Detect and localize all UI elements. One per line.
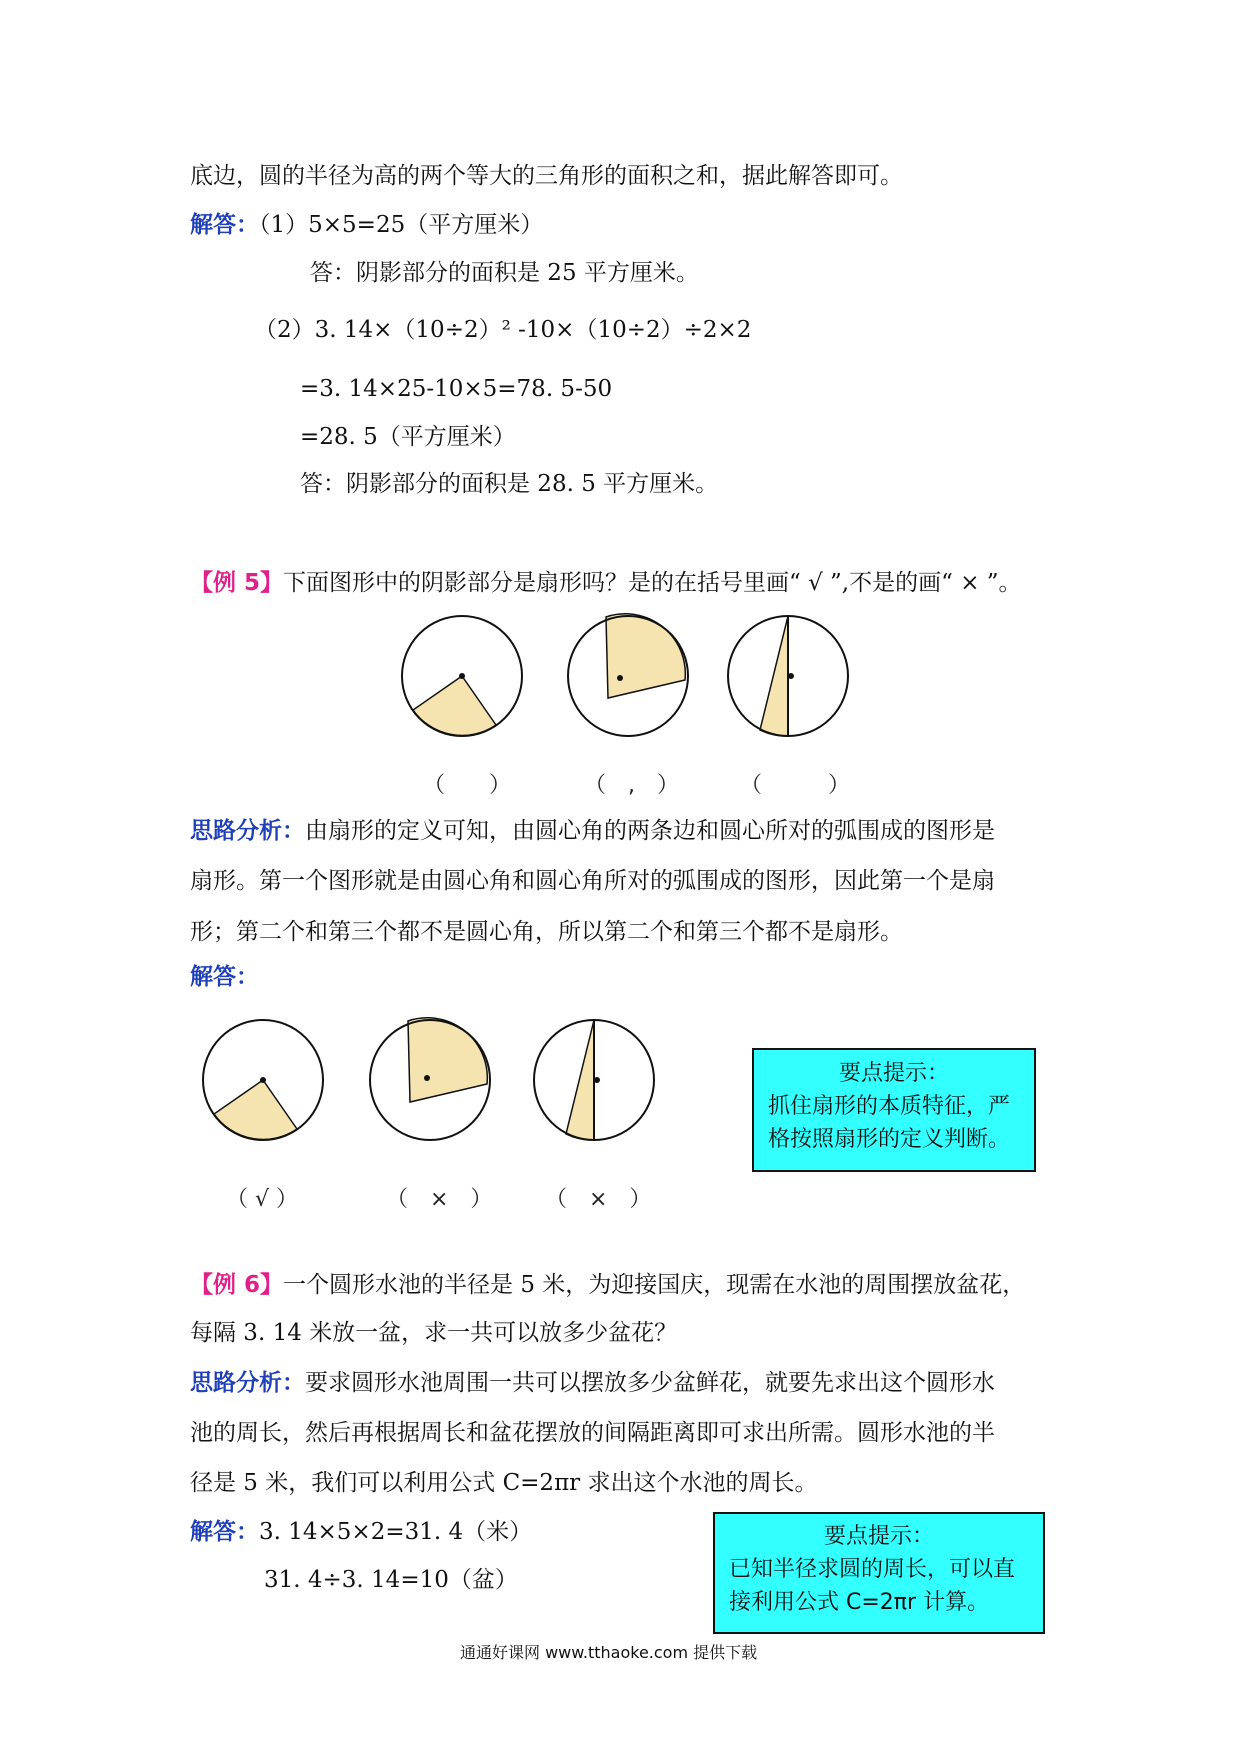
example6-answer-line1: 3. 14×5×2=31. 4（米） [259,1519,533,1545]
example5-blank-1: （ ） [423,773,512,798]
answer4-line5: =28. 5（平方厘米） [300,424,516,450]
answer4-line4: =3. 14×25-10×5=78. 5-50 [300,376,613,402]
example5-analysis-block [190,816,995,846]
example5-analysis-label: 思路分析： [190,818,305,844]
example5-figure-3 [718,608,858,748]
example6-question-line2: 每隔 3. 14 米放一盆，求一共可以放多少盆花？ [190,1320,678,1346]
example6-analysis-label: 思路分析： [190,1370,305,1396]
center-dot [617,675,623,681]
example6-tag: 【例 6】 [190,1272,284,1298]
tip-body: 已知半径求圆的周长，可以直接利用公式 C=2πr 计算。 [729,1557,1016,1615]
sector-shading [413,676,496,736]
example5-analysis-line2: 扇形。第一个图形就是由圆心角和圆心角所对的弧围成的图形，因此第一个是扇 [190,868,995,894]
example5-answer-caption-1: （ √ ） [226,1187,299,1212]
answer4-line3: （2）3. 14×（10÷2）² -10×（10÷2）÷2×2 [254,317,752,343]
tip-title: 要点提示： [838,1061,949,1086]
answer4-line1: （1）5×5=25（平方厘米） [259,212,544,238]
answer4-block [190,210,543,240]
footer-credit: 通通好课网 www.tthaoke.com 提供下载 [460,1643,758,1662]
example5-tag: 【例 5】 [190,570,284,596]
answer4-label: 解答： [190,212,259,238]
center-dot [788,673,794,679]
example6-analysis-line2: 池的周长，然后再根据周长和盆花摆放的间隔距离即可求出所需。圆形水池的半 [190,1420,995,1446]
example5-answer-figure-3 [524,1012,664,1152]
answer4-line2: 答：阴影部分的面积是 25 平方厘米。 [310,260,699,286]
example5-figure-1 [392,608,532,748]
example5-question-line [190,568,1022,598]
example6-analysis-block [190,1368,995,1398]
example6-analysis-line3: 径是 5 米，我们可以利用公式 C=2πr 求出这个水池的周长。 [190,1470,818,1496]
tip-body: 抓住扇形的本质特征，严格按照扇形的定义判断。 [768,1094,1011,1152]
example6-question-line1: 一个圆形水池的半径是 5 米，为迎接国庆，现需在水池的周围摆放盆花， [283,1272,1026,1298]
example5-answer-figure-2 [360,1012,500,1152]
example5-analysis-line1: 由扇形的定义可知，由圆心角的两条边和圆心所对的弧围成的图形是 [305,818,995,844]
example5-analysis-line3: 形；第二个和第三个都不是圆心角，所以第二个和第三个都不是扇形。 [190,919,903,945]
center-dot [424,1075,430,1081]
triangle-shading [566,1020,594,1140]
center-dot [459,673,465,679]
example6-question-block [190,1270,1025,1300]
example5-answer-figure-1 [193,1012,333,1152]
example5-blank-2: （ , ） [584,773,679,798]
example6-answer-label: 解答： [190,1519,259,1545]
sector-shading [214,1080,297,1140]
example6-answer-block [190,1517,532,1547]
non-sector-shading [408,1018,487,1102]
intro-line: 底边，圆的半径为高的两个等大的三角形的面积之和，据此解答即可。 [190,163,903,189]
example6-tip-box [713,1512,1045,1634]
example5-answer-caption-3: （ × ） [545,1187,652,1212]
example5-tip-box [752,1048,1036,1172]
example5-question: 下面图形中的阴影部分是扇形吗？是的在括号里画“ √ ”,不是的画“ × ”。 [283,570,1022,596]
answer4-line6: 答：阴影部分的面积是 28. 5 平方厘米。 [300,471,719,497]
non-sector-shading [606,614,685,698]
center-dot [260,1077,266,1083]
center-dot [594,1077,600,1083]
example6-analysis-line1: 要求圆形水池周围一共可以摆放多少盆鲜花，就要先求出这个圆形水 [305,1370,995,1396]
tip-title: 要点提示： [823,1524,934,1549]
example5-answer-label: 解答： [190,964,259,990]
example5-answer-caption-2: （ × ） [386,1187,493,1212]
example6-answer-line2: 31. 4÷3. 14=10（盆） [264,1567,518,1593]
example5-figure-2 [558,608,698,748]
example5-blank-3: （ ） [740,773,851,798]
triangle-shading [760,616,788,736]
